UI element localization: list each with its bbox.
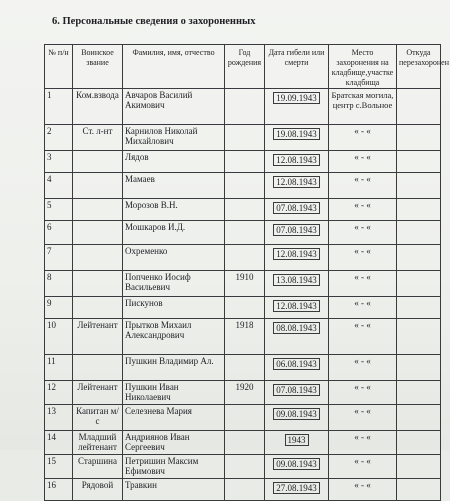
cell-rank: Ст. л-нт <box>73 125 123 151</box>
cell-reburied-from <box>397 271 441 297</box>
cell-birth-year <box>225 221 265 245</box>
cell-rank <box>73 173 123 199</box>
cell-name: Пискунов <box>123 297 225 319</box>
cell-name: Морозов В.Н. <box>123 199 225 221</box>
cell-name: Пушкин Владимир Ал. <box>123 355 225 381</box>
cell-reburied-from <box>397 405 441 431</box>
cell-burial-place: « - « <box>329 199 397 221</box>
table-row <box>45 89 441 125</box>
cell-birth-year: 1910 <box>225 271 265 297</box>
cell-rank <box>73 297 123 319</box>
cell-reburied-from <box>397 431 441 455</box>
cell-death-date <box>265 221 329 245</box>
header-birth-year: Год рождения <box>225 45 265 89</box>
cell-name: Прытков Михаил Александрович <box>123 319 225 355</box>
cell-burial-place: « - « <box>329 173 397 199</box>
cell-name: Попченко Иосиф Васильевич <box>123 271 225 297</box>
cell-birth-year <box>225 297 265 319</box>
cell-birth-year <box>225 199 265 221</box>
cell-death-date <box>265 125 329 151</box>
table-row <box>45 151 441 173</box>
cell-birth-year <box>225 355 265 381</box>
cell-death-date <box>265 405 329 431</box>
cell-num: 11 <box>45 355 73 381</box>
cell-rank <box>73 221 123 245</box>
table-body <box>45 89 441 501</box>
cell-birth-year <box>225 89 265 125</box>
cell-num: 13 <box>45 405 73 431</box>
cell-birth-year <box>225 125 265 151</box>
cell-num: 9 <box>45 297 73 319</box>
cell-burial-place: Братская могила, центр с.Вольное <box>329 89 397 125</box>
cell-name: Лядов <box>123 151 225 173</box>
death-date-value: 19.08.1943 <box>273 128 320 140</box>
cell-birth-year <box>225 151 265 173</box>
cell-reburied-from <box>397 381 441 405</box>
cell-burial-place: « - « <box>329 271 397 297</box>
cell-num: 6 <box>45 221 73 245</box>
cell-burial-place: « - « <box>329 151 397 173</box>
cell-birth-year: 1918 <box>225 319 265 355</box>
death-date-value: 07.08.1943 <box>273 384 320 396</box>
cell-reburied-from <box>397 355 441 381</box>
cell-name: Мамаев <box>123 173 225 199</box>
cell-birth-year <box>225 405 265 431</box>
cell-rank <box>73 355 123 381</box>
cell-num: 14 <box>45 431 73 455</box>
cell-rank: Капитан м/с <box>73 405 123 431</box>
cell-birth-year <box>225 479 265 501</box>
cell-birth-year <box>225 245 265 271</box>
table-row <box>45 297 441 319</box>
cell-num: 1 <box>45 89 73 125</box>
cell-reburied-from <box>397 245 441 271</box>
table-row <box>45 319 441 355</box>
cell-num: 7 <box>45 245 73 271</box>
cell-burial-place: « - « <box>329 355 397 381</box>
cell-death-date <box>265 479 329 501</box>
table-row <box>45 455 441 479</box>
death-date-value: 1943 <box>285 434 309 446</box>
cell-burial-place: « - « <box>329 479 397 501</box>
cell-rank <box>73 151 123 173</box>
cell-death-date <box>265 151 329 173</box>
section-heading: 6. Персональные сведения о захороненных <box>52 16 256 27</box>
cell-num: 12 <box>45 381 73 405</box>
cell-burial-place: « - « <box>329 245 397 271</box>
death-date-value: 07.08.1943 <box>273 202 320 214</box>
cell-death-date <box>265 89 329 125</box>
cell-birth-year <box>225 431 265 455</box>
table-row <box>45 405 441 431</box>
cell-reburied-from <box>397 319 441 355</box>
cell-rank <box>73 199 123 221</box>
cell-burial-place: « - « <box>329 455 397 479</box>
cell-rank: Младший лейтенант <box>73 431 123 455</box>
header-reburied-from: Откуда перезахоронен <box>397 45 441 89</box>
cell-rank: Ком.взвода <box>73 89 123 125</box>
burial-records-table <box>44 44 449 501</box>
cell-num: 10 <box>45 319 73 355</box>
death-date-value: 06.08.1943 <box>273 358 320 370</box>
cell-reburied-from <box>397 125 441 151</box>
cell-reburied-from <box>397 479 441 501</box>
cell-rank: Лейтенант <box>73 381 123 405</box>
cell-name: Селезнева Мария <box>123 405 225 431</box>
table-row <box>45 271 441 297</box>
header-burial-place: Место захоронения на кладбище,участке кладбища <box>329 45 397 89</box>
table-row <box>45 431 441 455</box>
cell-name: Охременко <box>123 245 225 271</box>
header-rank: Воинское звание <box>73 45 123 89</box>
cell-death-date <box>265 297 329 319</box>
death-date-value: 08.08.1943 <box>273 322 320 334</box>
cell-num: 8 <box>45 271 73 297</box>
table-row <box>45 199 441 221</box>
death-date-value: 09.08.1943 <box>273 408 320 420</box>
cell-name: Петришин Максим Ефимович <box>123 455 225 479</box>
death-date-value: 07.08.1943 <box>273 224 320 236</box>
cell-death-date <box>265 271 329 297</box>
cell-death-date <box>265 173 329 199</box>
table-row <box>45 245 441 271</box>
cell-num: 16 <box>45 479 73 501</box>
cell-reburied-from <box>397 199 441 221</box>
cell-name: Карнилов Николай Михайлович <box>123 125 225 151</box>
cell-reburied-from <box>397 89 441 125</box>
cell-burial-place: « - « <box>329 297 397 319</box>
cell-name: Травкин <box>123 479 225 501</box>
table-row <box>45 355 441 381</box>
cell-rank: Старшина <box>73 455 123 479</box>
cell-burial-place: « - « <box>329 221 397 245</box>
cell-name: Андриянов Иван Сергеевич <box>123 431 225 455</box>
cell-rank <box>73 245 123 271</box>
cell-birth-year <box>225 173 265 199</box>
cell-birth-year <box>225 455 265 479</box>
cell-reburied-from <box>397 455 441 479</box>
cell-birth-year: 1920 <box>225 381 265 405</box>
cell-num: 4 <box>45 173 73 199</box>
cell-name: Авчаров Василий Акимович <box>123 89 225 125</box>
cell-rank: Лейтенант <box>73 319 123 355</box>
death-date-value: 13.08.1943 <box>273 274 320 286</box>
cell-burial-place: « - « <box>329 319 397 355</box>
cell-death-date <box>265 199 329 221</box>
header-name: Фамилия, имя, отчество <box>123 45 225 89</box>
table-row <box>45 479 441 501</box>
death-date-value: 12.08.1943 <box>273 176 320 188</box>
table-header-row <box>45 45 441 89</box>
death-date-value: 12.08.1943 <box>273 154 320 166</box>
cell-num: 15 <box>45 455 73 479</box>
table-row <box>45 381 441 405</box>
cell-name: Мошкаров И.Д. <box>123 221 225 245</box>
cell-death-date <box>265 431 329 455</box>
cell-reburied-from <box>397 221 441 245</box>
cell-num: 5 <box>45 199 73 221</box>
death-date-value: 27.08.1943 <box>273 482 320 494</box>
cell-burial-place: « - « <box>329 431 397 455</box>
death-date-value: 09.08.1943 <box>273 458 320 470</box>
cell-death-date <box>265 381 329 405</box>
death-date-value: 19.09.1943 <box>273 92 320 104</box>
death-date-value: 12.08.1943 <box>273 248 320 260</box>
cell-rank <box>73 271 123 297</box>
cell-burial-place: « - « <box>329 381 397 405</box>
cell-death-date <box>265 245 329 271</box>
cell-reburied-from <box>397 173 441 199</box>
header-num: № п/н <box>45 45 73 89</box>
cell-num: 3 <box>45 151 73 173</box>
death-date-value: 12.08.1943 <box>273 300 320 312</box>
table-row <box>45 173 441 199</box>
cell-num: 2 <box>45 125 73 151</box>
header-death-date: Дата гибели или смерти <box>265 45 329 89</box>
cell-burial-place: « - « <box>329 125 397 151</box>
cell-burial-place: « - « <box>329 405 397 431</box>
cell-death-date <box>265 319 329 355</box>
cell-name: Пушкин Иван Николаевич <box>123 381 225 405</box>
table-row <box>45 125 441 151</box>
table-row <box>45 221 441 245</box>
cell-reburied-from <box>397 151 441 173</box>
cell-death-date <box>265 355 329 381</box>
cell-rank: Рядовой <box>73 479 123 501</box>
cell-death-date <box>265 455 329 479</box>
cell-reburied-from <box>397 297 441 319</box>
